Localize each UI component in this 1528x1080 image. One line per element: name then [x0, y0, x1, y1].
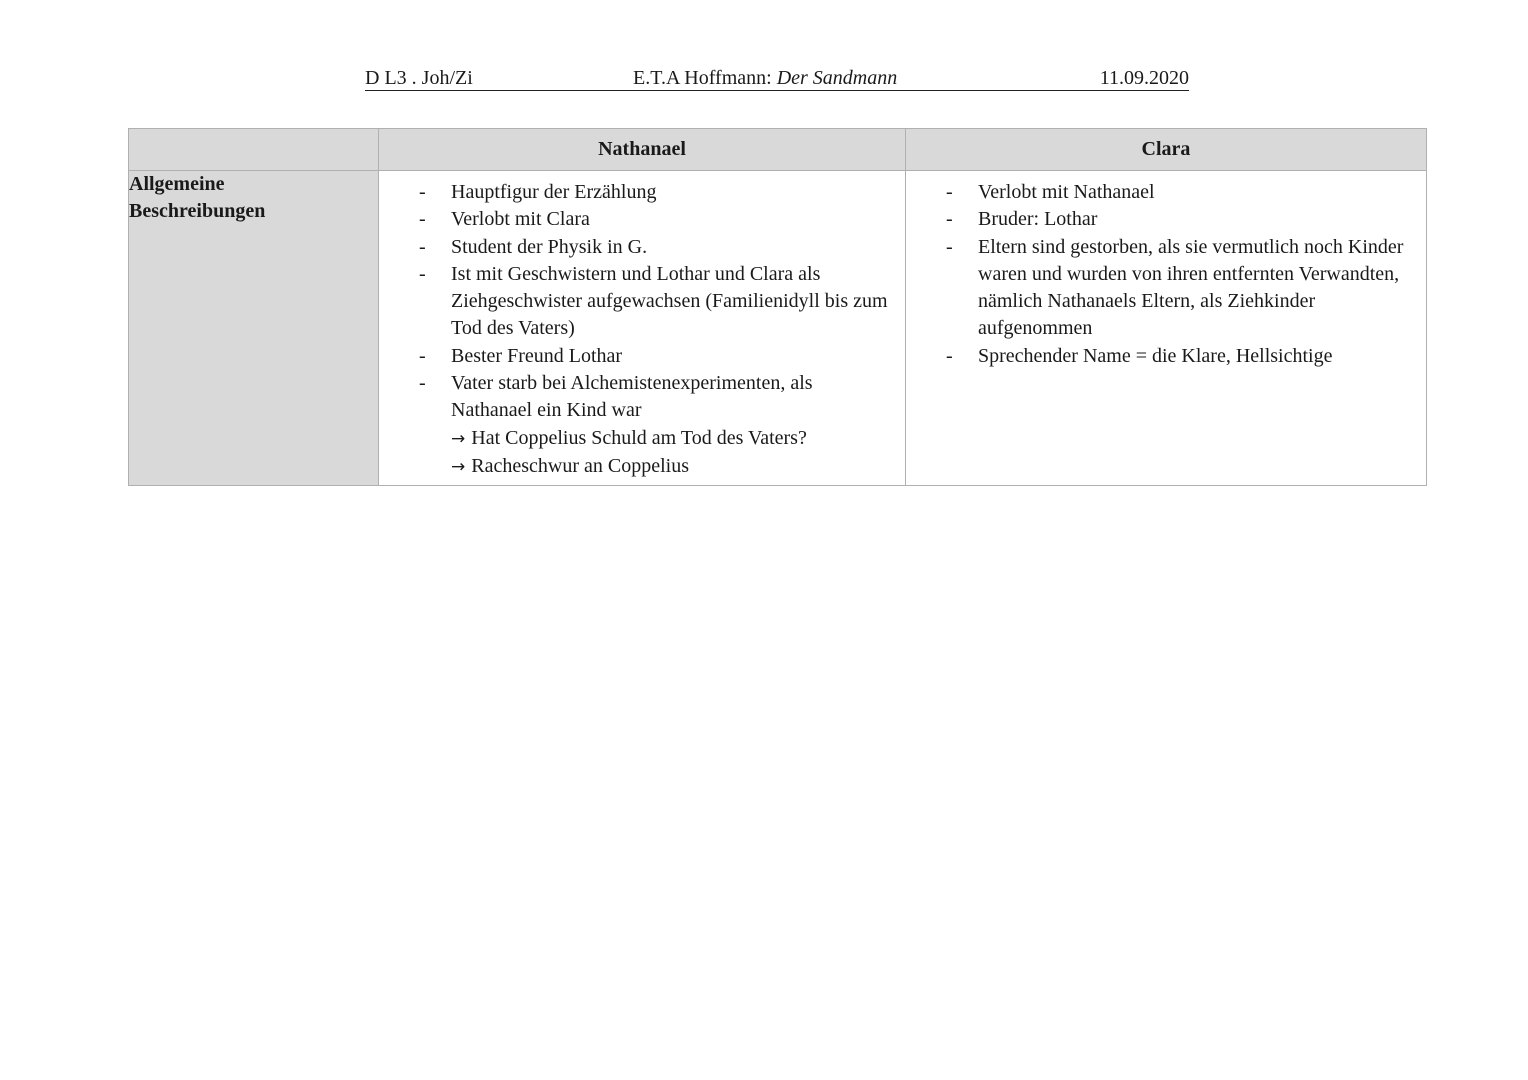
bullet-dash: -: [419, 262, 426, 285]
list-item-text: Hauptfigur der Erzählung: [451, 181, 657, 203]
list-item: [379, 343, 895, 370]
row-label-line: Allgemeine: [129, 173, 225, 195]
table-row: [129, 171, 1427, 486]
clara-list: [906, 171, 1426, 374]
row-label-line: Beschreibungen: [129, 200, 266, 222]
list-subitem: [379, 453, 895, 481]
list-item: [379, 370, 895, 425]
bullet-dash: -: [419, 181, 426, 203]
bullet-dash: -: [419, 372, 426, 395]
list-item-text: Bester Freund Lothar: [451, 344, 623, 367]
bullet-dash: -: [946, 235, 953, 258]
column-header-nathanael: Nathanael: [379, 129, 906, 171]
list-item-text: Hat Coppelius Schuld am Tod des Vaters?: [471, 426, 807, 449]
document-header: [365, 66, 1189, 91]
list-item-text: Racheschwur an Coppelius: [471, 454, 689, 477]
character-table: [128, 128, 1427, 486]
arrow-right-icon: →: [451, 456, 466, 477]
row-label: [129, 171, 379, 486]
column-header-empty: [129, 129, 379, 171]
list-item-text: Eltern sind gestorben, als sie vermutlich noch Kinder waren und wurden von ihren entfernten Verwandten, nämlich Nathanaels Eltern, als Ziehkinder aufgenommen: [978, 235, 1404, 340]
work-title: Der Sandmann: [776, 67, 898, 89]
list-item: [906, 179, 1416, 206]
date-label: 11.09.2020: [1099, 67, 1189, 89]
list-item-text: Vater starb bei Alchemistenexperimenten, als Nathanael ein Kind war: [451, 372, 813, 422]
author-label: E.T.A Hoffmann:: [633, 67, 777, 89]
list-subitem: [379, 425, 895, 453]
list-item-text: Verlobt mit Clara: [451, 208, 590, 231]
bullet-dash: -: [419, 208, 426, 231]
list-item-text: Student der Physik in G.: [451, 235, 648, 258]
nathanael-cell: [379, 171, 906, 486]
list-item-text: Ist mit Geschwistern und Lothar und Clara als Ziehgeschwister aufgewachsen (Familienidyll bis zum Tod des Vaters): [451, 262, 888, 340]
list-item: [379, 261, 895, 343]
table-header-row: [129, 129, 1427, 171]
document-title: [633, 66, 897, 90]
list-item-text: Sprechender Name = die Klare, Hellsichtige: [978, 344, 1333, 367]
course-label: D L3 . Joh/Zi: [365, 67, 473, 89]
bullet-dash: -: [946, 208, 953, 231]
bullet-dash: -: [946, 344, 953, 367]
bullet-dash: -: [946, 181, 953, 203]
arrow-right-icon: →: [451, 428, 466, 449]
bullet-dash: -: [419, 344, 426, 367]
clara-cell: [906, 171, 1427, 486]
list-item-text: Bruder: Lothar: [978, 208, 1098, 231]
list-item: [906, 234, 1416, 343]
nathanael-list: [379, 171, 905, 485]
list-item: [379, 234, 895, 261]
list-item: [906, 343, 1416, 370]
list-item: [379, 179, 895, 206]
list-item: [379, 206, 895, 233]
list-item-text: Verlobt mit Nathanael: [978, 181, 1155, 203]
bullet-dash: -: [419, 235, 426, 258]
list-item: [906, 206, 1416, 233]
column-header-clara: Clara: [906, 129, 1427, 171]
